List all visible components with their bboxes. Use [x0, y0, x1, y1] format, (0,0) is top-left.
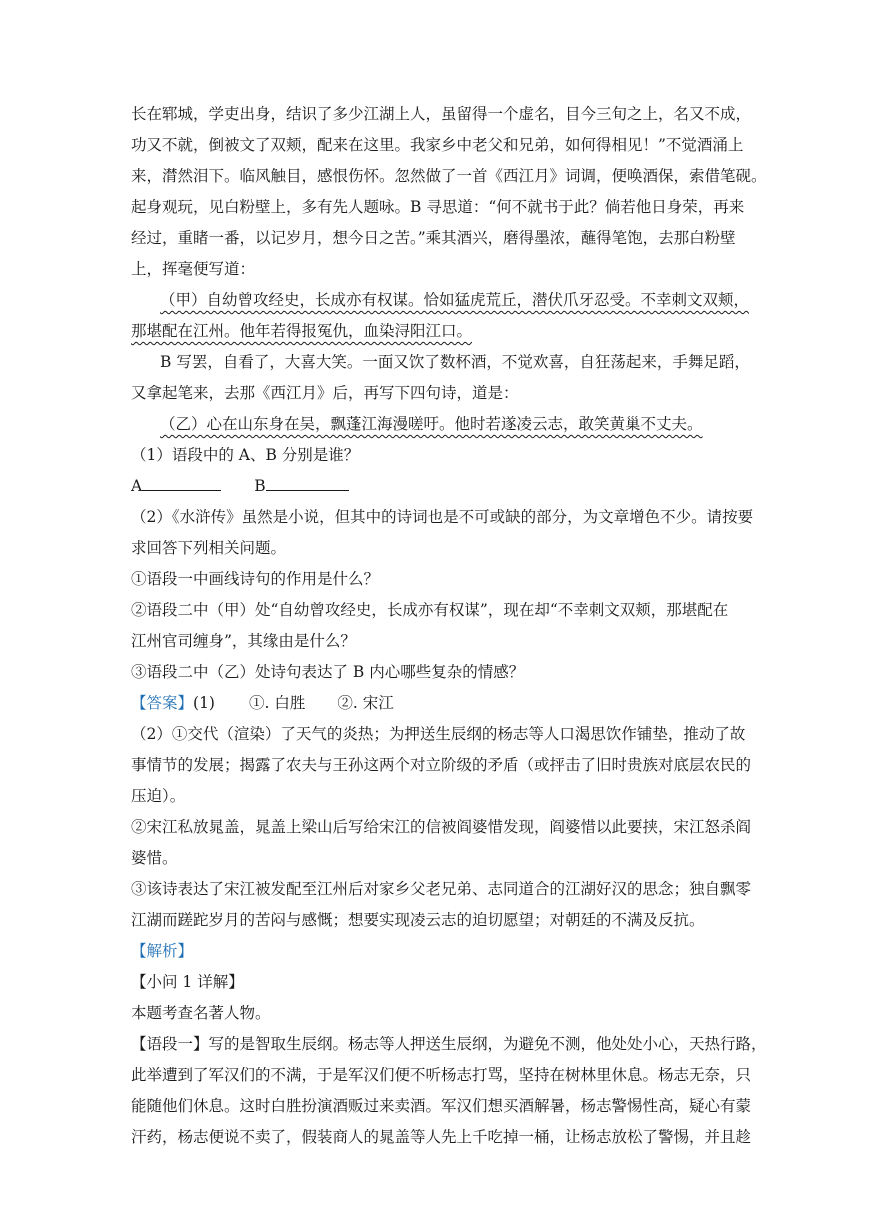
text-line: 又拿起笔来，去那《西江月》后，再写下四句诗，道是：: [131, 384, 519, 402]
question-2-2: ②语段二中（甲）处“自幼曾攻经史，长成亦有权谋”，现在却“不幸刺文双颊，那堪配在: [131, 601, 729, 619]
question-2-3: ③语段二中（乙）处诗句表达了 B 内心哪些复杂的情感？: [131, 663, 525, 681]
answer-1-b: ②. 宋江: [337, 694, 394, 712]
question-2: （2）《水浒传》虽然是小说，但其中的诗词也是不可或缺的部分，为文章增色不少。请按要: [131, 508, 754, 526]
answer-3: 婆惜。: [131, 849, 178, 867]
answer-2: （2）①交代（渲染）了天气的炎热；为押送生辰纲的杨志等人口渴思饮作铺垫，推动了故: [131, 725, 746, 743]
paragraph-line: 汗药，杨志便说不卖了，假装商人的晁盖等人先上千吃掉一桶，让杨志放松了警惕，并且趁: [131, 1128, 752, 1146]
poem-jia-line: [160, 290, 749, 310]
question-2-1: ①语段一中画线诗句的作用是什么？: [131, 570, 380, 588]
paragraph-text: 写的是智取生辰纲。杨志等人押送生辰纲，为避免不测，他处处小心，天热行路，: [208, 1035, 767, 1053]
paragraph-line: [131, 1034, 767, 1054]
answer-blanks: [131, 476, 349, 496]
answer-4: 江湖而蹉跎岁月的苦闷与感慨；想要实现凌云志的迫切愿望；对朝廷的不满及反抗。: [131, 911, 705, 929]
answer-2: 压迫）。: [131, 787, 186, 805]
blank-b-label: B: [254, 477, 266, 495]
blank-a-label: A: [131, 477, 143, 495]
underlined-poem: （乙）心在山东身在吴，飘蓬江海漫嗟吁。他时若遂凌云志，敢笑黄巢不丈夫。: [160, 415, 703, 433]
sub-question-label: 【小问 1 详解】: [131, 973, 244, 991]
blank-a: [142, 476, 221, 491]
answer-1-prefix: (1): [193, 694, 215, 712]
answer-1-a: ①. 白胜: [248, 694, 306, 712]
underlined-poem: 那堪配在江州。他年若得报冤仇，血染浔阳江口。: [131, 322, 473, 340]
analysis-label: 【解析】: [131, 942, 194, 960]
text-line: B 写罢，自看了，大喜大笑。一面又饮了数杯酒，不觉欢喜，自狂荡起来，手舞足蹈，: [160, 353, 750, 371]
question-2-2: 江州官司缠身”，其缘由是什么？: [131, 632, 356, 650]
text-line: 经过，重睹一番，以记岁月，想今日之苦。”乘其酒兴，磨得墨浓，蘸得笔饱，去那白粉壁: [131, 229, 736, 247]
text-line: 上，挥毫便写道：: [131, 260, 256, 278]
question-1: （1）语段中的 A、B 分别是谁？: [131, 446, 360, 464]
answer-label: 【答案】: [131, 694, 194, 712]
text-line: 起身观玩，见白粉壁上，多有先人题咏。B 寻思道：“何不就书于此？倘若他日身荣，再来: [131, 198, 745, 216]
paragraph-line: 此举遭到了军汉们的不满，于是军汉们便不听杨志打骂，坚持在树林里休息。杨志无奈，只: [131, 1066, 752, 1084]
text-line: 长在郓城，学吏出身，结识了多少江湖上人，虽留得一个虚名，目今三旬之上，名又不成，: [131, 105, 752, 123]
answer-3: ②宋江私放晁盖，晁盖上梁山后写给宋江的信被阎婆惜发现，阎婆惜以此要挟，宋江怒杀阎: [131, 818, 752, 836]
paragraph-line: 能随他们休息。这时白胜扮演酒贩过来卖酒。军汉们想买酒解暑，杨志警惕性高，疑心有蒙: [131, 1097, 752, 1115]
answer-line: [131, 693, 394, 713]
sub-question-text: 本题考查名著人物。: [131, 1004, 271, 1022]
blank-b: [266, 476, 349, 491]
answer-4: ③该诗表达了宋江被发配至江州后对家乡父老兄弟、志同道合的江湖好汉的思念；独自飘零: [131, 880, 752, 898]
text-line: 来，潸然泪下。临风触目，感恨伤怀。忽然做了一首《西江月》词调，便唤酒保，索借笔砚。: [131, 167, 767, 185]
answer-2: 事情节的发展；揭露了农夫与王孙这两个对立阶级的矛盾（或抨击了旧时贵族对底层农民的: [131, 756, 752, 774]
question-2: 求回答下列相关问题。: [131, 539, 287, 557]
poem-jia-line: [131, 321, 472, 341]
underlined-poem: （甲）自幼曾攻经史，长成亦有权谋。恰如猛虎荒丘，潜伏爪牙忍受。不幸刺文双颊，: [160, 291, 750, 309]
text-line: 功又不就，倒被文了双颊，配来在这里。我家乡中老父和兄弟，如何得相见！”不觉酒涌上: [131, 136, 744, 154]
poem-yi-line: [160, 414, 703, 434]
paragraph-label: 【语段一】: [131, 1035, 209, 1053]
